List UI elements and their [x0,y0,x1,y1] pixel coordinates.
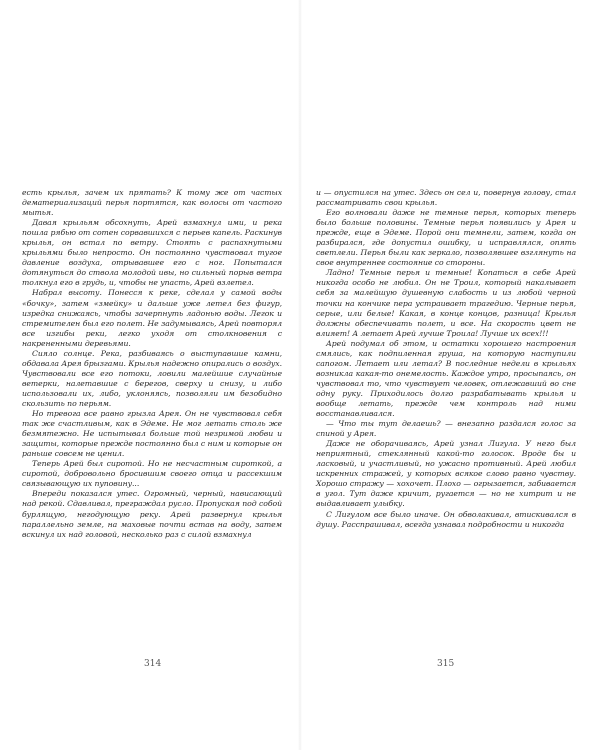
left-page [22,188,282,540]
paragraph: Теперь Арей был сиротой. Но не несчастным сироткой, а сиротой, добровольно бросившим своего отца и рассекшим связывающую их пуповину... [22,459,282,489]
paragraph: и — опустился на утес. Здесь он сел и, повернув голову, стал рассматривать свои крылья. [316,188,576,208]
paragraph: Даже не оборачиваясь, Арей узнал Лигула. У него был неприятный, стеклянный какой-то голосок. Вроде бы и ласковый, и участливый, но ужасно противный. Арей любил искренних стражей, у которых всякое слово равно чувству. Хорошо стражу — хохочет. Плохо — огрызается, забивается в угол. Тут даже кричит, ругается — но не хитрит и не выдавливает улыбку. [316,439,576,509]
paragraph: Но тревога все равно грызла Арея. Он не чувствовал себя так же счастливым, как в Эдеме. Не мог летать столь же безмятежно. Не испытывал больше той незримой любви и защиты, которые прежде постоянно был с ним и которые он раньше совсем не ценил. [22,409,282,459]
page-number-left: 314 [144,659,162,669]
paragraph: Арей подумал об этом, и остатки хорошего настроения смялись, как подпиленная груша, на которую наступили сапогом. Летает или летал? В последние недели в крыльях возникла какая-то онемелость. Каждое утро, просыпаясь, он чувствовал то, что чувствует человек, отлежавший во сне одну руку. Приходилось долго разрабатывать крылья и вообще летать, прежде чем контроль над ними восстанавливался. [316,338,576,419]
page-number-right: 315 [437,659,455,669]
right-page [316,188,576,530]
paragraph: — Что ты тут делаешь? — внезапно раздался голос за спиной у Арея. [316,419,576,439]
paragraph: есть крылья, зачем их прятать? К тому же от частых дематериализаций перья портятся, как волосы от частого мытья. [22,188,282,218]
book-gutter [298,0,302,750]
paragraph: Давая крыльям обсохнуть, Арей взмахнул ими, и река пошла рябью от сотен сорвавшихся с перьев капель. Раскинув крылья, он встал по ветру. Стоять с распахнутыми крыльями было непросто. Он постоянно чувствовал тугое давление воздуха, отрывавшее его с ног. Попытался дотянуться до ствола молодой ивы, но сильный порыв ветра толкнул его в грудь, и, чтобы не упасть, Арей взлетел. [22,218,282,288]
paragraph: Сияло солнце. Река, разбиваясь о выступавшие камни, обдавала Арея брызгами. Крылья надежно опирались о воздух. Чувствовали все его потоки, ловили малейшие случайные ветерки, налетавшие с берегов, сверху и снизу, и либо использовали их, либо, уклоняясь, позволяли им безобидно скользить по перьям. [22,348,282,408]
paragraph: Его волновали даже не темные перья, которых теперь было больше половины. Темные перья появились у Арея и прежде, еще в Эдеме. Порой они темнели, затем, когда он разбирался, где допустил ошибку, и исправлялся, опять светлели. Перья были как зеркало, позволявшее взглянуть на свое внутреннее состояние со стороны. [316,208,576,268]
paragraph: Ладно! Темные перья и темные! Копаться в себе Арей никогда особо не любил. Он не Троил, который накалывает себя за малейшую душевную слабость и из любой черной точки на кончике пера устраивает трагедию. Черные перья, серые, или белые! Какая, в конце концов, разница! Крылья должны обеспечивать полет, и все. На скорость цвет не влияет! А летает Арей лучше Троила! Лучше их всех!!! [316,268,576,338]
paragraph: С Лигулом все было иначе. Он обволакивал, втискивался в душу. Расспрашивал, всегда узнавал подробности и никогда [316,509,576,529]
paragraph: Набрал высоту. Понесся к реке, сделал у самой воды «бочку», затем «змейку» и дальше уже летел без фигур, изредка снижаясь, чтобы зачерпнуть ладонью воды. Легок и стремителен был его полет. Не задумываясь, Арей повторял все изгибы реки, легко уходя от столкновения с накрененными деревьями. [22,288,282,348]
paragraph: Впереди показался утес. Огромный, черный, нависающий над рекой. Сдавливал, преграждал русло. Пропуская под собой бурлящую, негодующую реку. Арей развернул крылья параллельно земле, на маховые почти встав на воду, затем вскинул их над головой, несколько раз с силой взмахнул [22,489,282,539]
